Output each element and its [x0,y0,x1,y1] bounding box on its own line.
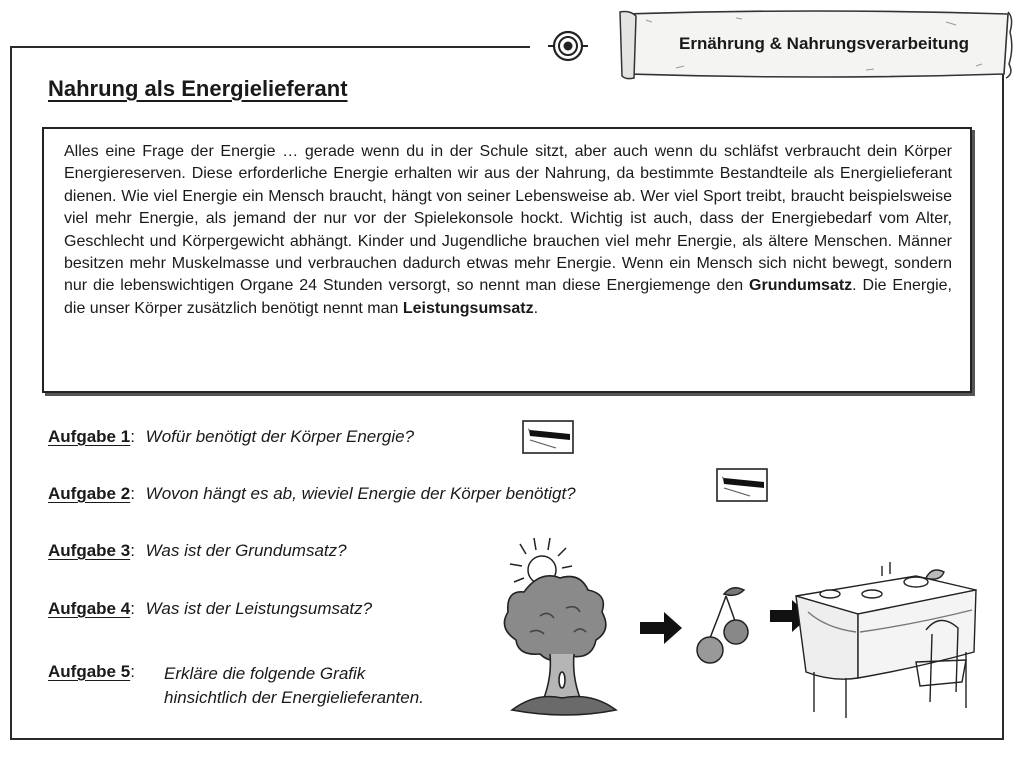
term-grundumsatz: Grundumsatz [749,277,853,295]
arrow-right-icon [640,612,682,644]
task-label: Aufgabe 2 [48,484,131,503]
task-question: Wovon hängt es ab, wieviel Energie der Körper benötigt? [145,484,576,503]
task-sep: : [130,599,135,618]
dining-table-icon [796,562,976,718]
task-question: Was ist der Grundumsatz? [145,541,347,560]
task-sep: : [130,484,135,503]
task-question [164,662,524,710]
task-question-line: Erkläre die folgende Grafik [164,664,366,683]
task-label: Aufgabe 1 [48,427,131,446]
task-label: Aufgabe 4 [48,599,131,618]
energy-chain-illustration [496,532,992,722]
task-5 [48,662,424,707]
task-label: Aufgabe 5 [48,662,131,681]
task-1 [48,427,414,447]
task-3 [48,541,347,561]
task-question-line: hinsichtlich der Energielieferanten. [164,688,424,707]
pen-icon [520,418,576,456]
task-label: Aufgabe 3 [48,541,131,560]
task-question: Wofür benötigt der Körper Energie? [145,427,415,446]
info-text: Alles eine Frage der Energie … gerade wenn du in der Schule sitzt, aber auch wenn du schläfst verbraucht dein Körper Energiereserven. Diese erforderliche Energie erhalten wir aus der Nahrung, da bestimmte Bestandteile als Energielieferant dienen. Wie viel Energie ein Mensch braucht, hängt von seiner Lebensweise ab. Wer viel Sport treibt, braucht beispielsweise viel mehr Energie, als jemand der nur vor der Spielekonsole hockt. Wichtig ist auch, dass der Energiebedarf vom Alter, Geschlecht und Körpergewicht abhängt. Kinder und Jugendliche brauchen viel mehr Energie, als ältere Menschen. Männer besitzen mehr Muskelmasse und verbrauchen dadurch etwas mehr Energie. Wenn ein Mensch sich nicht bewegt, sondern nur die lebenswichtigen Organe 24 Stunden versorgt, so nennt man diese Energiemenge den [64,143,952,295]
section-title: Ernährung & Nahrungsverarbeitung [679,34,969,53]
task-question: Was ist der Leistungsumsatz? [145,599,373,618]
task-2 [48,484,576,504]
info-text-cont: . Die Energie, die unser Körper zusätzlich benötigt nennt man [64,277,953,317]
term-leistungsumsatz: Leistungsumsatz [402,299,534,317]
tree-icon [504,576,616,715]
pen-icon [714,466,770,504]
target-icon [548,26,588,66]
task-4 [48,599,372,619]
task-sep: : [130,541,135,560]
info-text-box [42,127,972,393]
task-sep: : [130,427,135,446]
cherries-icon [697,588,748,663]
task-sep: : [130,662,135,681]
info-text-end: . [533,299,539,317]
page-title: Nahrung als Energielieferant [48,76,348,101]
